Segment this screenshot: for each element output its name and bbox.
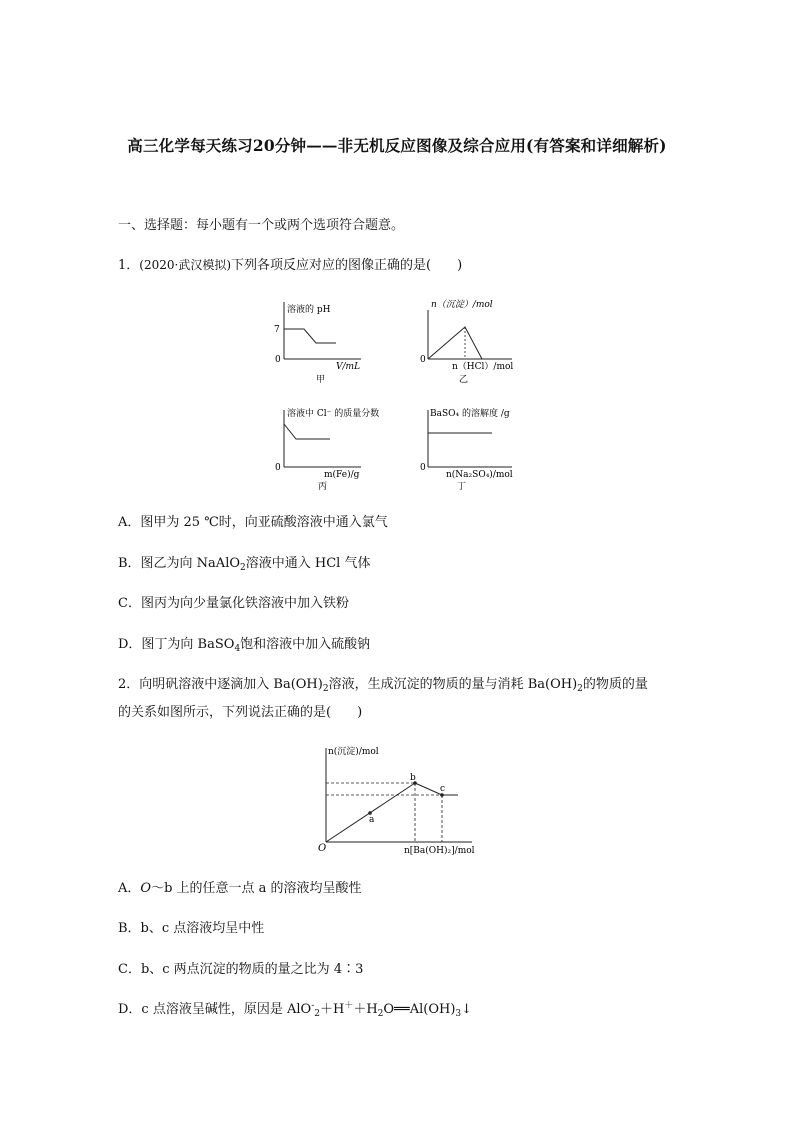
figure-q2 [312, 742, 482, 864]
figure-jia-caption: 甲 [316, 375, 326, 385]
option-b-text: B．图乙为向 NaAlO [118, 556, 241, 571]
q2-option-d-sup: - [311, 1001, 315, 1011]
question-1-text: 下列各项反应对应的图像正确的是( ) [231, 258, 463, 273]
q2-option-d-sub: 2 [314, 1009, 320, 1019]
question-1-stem [118, 255, 462, 276]
question-2-stem-line2: 的关系如图所示，下列说法正确的是( ) [118, 705, 363, 720]
figure-jia-origin: 0 [275, 355, 281, 365]
figure-q2-xlabel: n[Ba(OH)₂]/mol [404, 846, 475, 856]
page-title: 高三化学每天练习20分钟——非无机反应图像及综合应用(有答案和详细解析) [127, 136, 667, 155]
q2-sub-2: 2 [577, 684, 583, 694]
q2-option-d-mid2: ＋H [353, 1002, 378, 1017]
option-b-subscript: 2 [240, 563, 246, 573]
q2-option-d-sub4: 3 [455, 1009, 462, 1019]
question-2-stem-line1 [118, 675, 648, 695]
option-d-subscript: 4 [234, 644, 241, 654]
figure-jia [266, 298, 376, 394]
q2-option-d-text: D．c 点溶液呈碱性，原因是 AlO [118, 1002, 312, 1017]
figure-bing-origin: 0 [275, 463, 281, 473]
question-1-number: 1． [118, 258, 140, 273]
figure-bing-caption: 丙 [318, 482, 328, 492]
q2-option-d-post: O══Al(OH) [383, 1002, 456, 1017]
figure-q2-point-a: a [369, 815, 375, 825]
figure-bing-ylabel: 溶液中 Cl⁻ 的质量分数 [287, 409, 380, 419]
question-1-option-b [118, 554, 370, 574]
figure-yi-ylabel: n（沉淀）/mol [431, 300, 493, 310]
figure-q2-point-c: c [440, 784, 446, 794]
question-2-option-d [118, 1000, 472, 1020]
figure-ding-ylabel: BaSO₄ 的溶解度 /g [430, 409, 510, 419]
q2-option-d-sup2: ＋ [344, 1001, 354, 1011]
q2-option-d-mid: ＋H [319, 1002, 345, 1017]
figure-q2-point-b: b [410, 773, 416, 783]
q2-text-b: 溶液，生成沉淀的物质的量与消耗 Ba(OH) [328, 677, 578, 692]
precipitate-arrow-icon: ↓ [461, 1002, 473, 1017]
figure-jia-y7: 7 [274, 325, 280, 335]
figure-yi [412, 298, 522, 394]
question-1-source: (2020·武汉模拟) [139, 258, 231, 272]
q2-text-a: 2．向明矾溶液中逐滴加入 Ba(OH) [118, 677, 323, 692]
q2-text-c: 的物质的量 [582, 677, 648, 692]
question-1-option-d [118, 635, 370, 655]
q2-option-a-prefix: A． [118, 881, 141, 896]
figure-yi-caption: 乙 [459, 375, 469, 385]
figure-yi-origin: 0 [420, 355, 426, 365]
figure-ding-origin: 0 [420, 463, 426, 473]
q2-option-d-sub3: 2 [377, 1009, 384, 1019]
q2-option-a-origin: O [140, 881, 152, 896]
figure-q2-origin: O [318, 843, 327, 854]
question-2-option-a [118, 879, 362, 899]
q2-sub-1: 2 [322, 684, 329, 694]
figure-ding-caption: 丁 [457, 482, 467, 492]
figure-yi-xlabel: n（HCl）/mol [452, 362, 514, 372]
figure-bing-xlabel: m(Fe)/g [324, 470, 360, 480]
figure-q2-ylabel: n(沉淀)/mol [328, 747, 379, 757]
question-1-option-a: A．图甲为 25 ℃时，向亚硫酸溶液中通入氯气 [118, 515, 388, 530]
figure-jia-xlabel: V/mL [336, 362, 361, 372]
figure-ding [412, 406, 522, 498]
question-2-option-b: B．b、c 点溶液均呈中性 [118, 921, 265, 936]
figure-ding-xlabel: n(Na₂SO₄)/mol [446, 470, 513, 480]
option-d-text-end: 饱和溶液中加入硫酸钠 [240, 637, 371, 652]
q2-option-a-text: ～b 上的任意一点 a 的溶液均呈酸性 [151, 881, 362, 896]
option-d-text: D．图丁为向 BaSO [118, 637, 235, 652]
figure-bing [266, 406, 396, 498]
section-heading: 一、选择题：每小题有一个或两个选项符合题意。 [118, 218, 405, 233]
option-b-text-end: 溶液中通入 HCl 气体 [245, 556, 371, 571]
figure-jia-ylabel: 溶液的 pH [287, 305, 331, 315]
question-1-option-c: C．图丙为向少量氯化铁溶液中加入铁粉 [118, 596, 349, 611]
question-2-option-c: C．b、c 两点沉淀的物质的量之比为 4∶3 [118, 962, 364, 977]
